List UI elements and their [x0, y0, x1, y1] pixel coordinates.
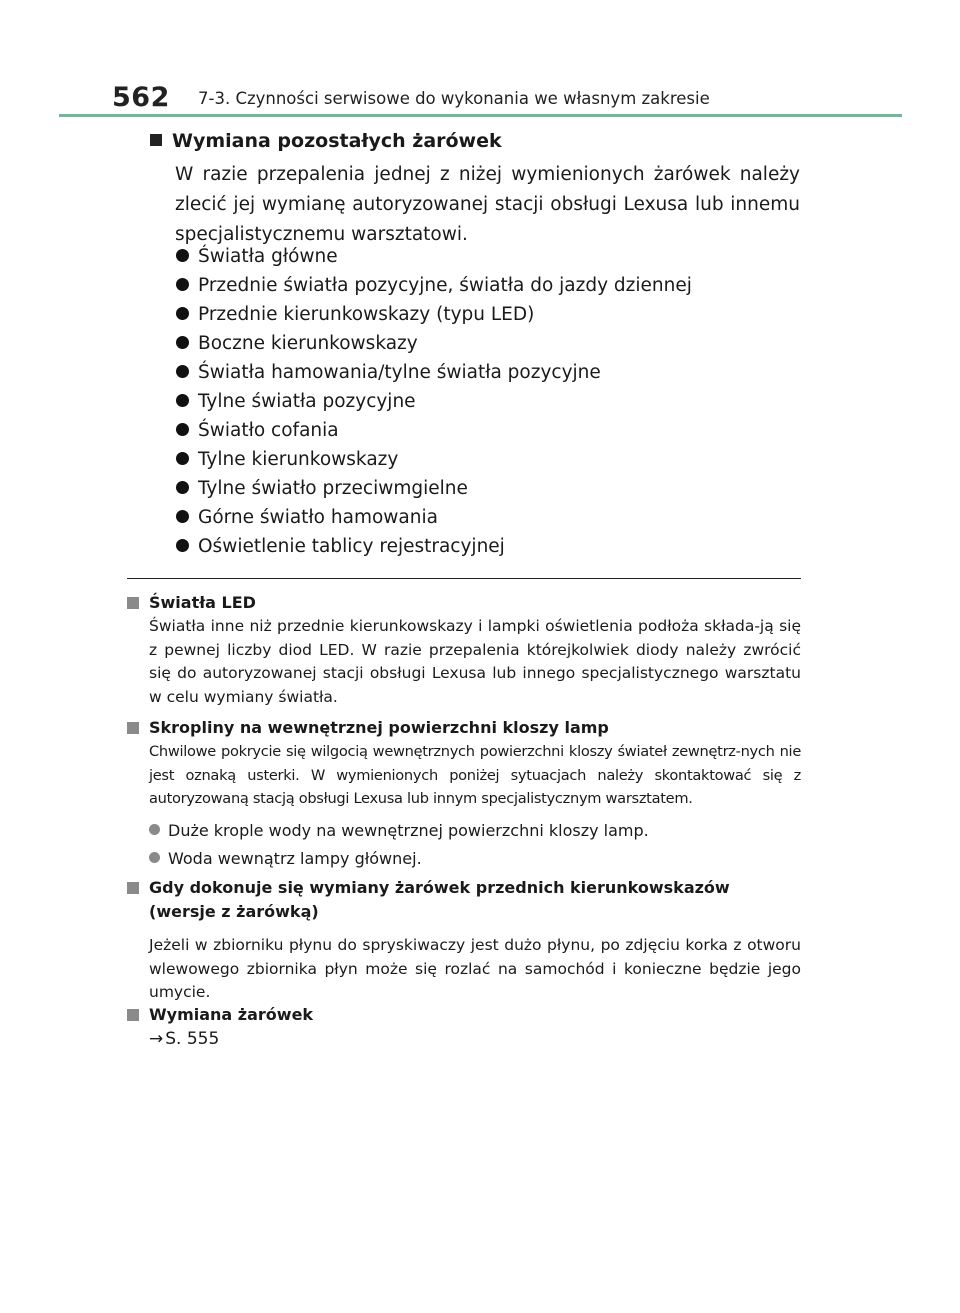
note-condensation — [127, 716, 801, 873]
note-led — [127, 591, 801, 709]
reference-text: S. 555 — [165, 1029, 220, 1049]
list-item: Oświetlenie tablicy rejestracyjnej — [176, 532, 692, 561]
page-number: 562 — [112, 82, 170, 113]
list-item: Tylne światła pozycyjne — [176, 387, 692, 416]
list-item: Przednie kierunkowskazy (typu LED) — [176, 300, 692, 329]
list-item: Boczne kierunkowskazy — [176, 329, 692, 358]
bullet-dot-icon — [149, 852, 160, 863]
bullet-dot-icon — [176, 278, 189, 291]
list-item: Światła główne — [176, 242, 692, 271]
section-title: 7-3. Czynności serwisowe do wykonania we własnym zakresie — [198, 89, 710, 108]
list-item: Górne światło hamowania — [176, 503, 692, 532]
note-replacement — [127, 1003, 801, 1051]
list-item: Światła hamowania/tylne światła pozycyjne — [176, 358, 692, 387]
square-bullet-icon — [127, 597, 139, 609]
list-item: Duże krople wody na wewnętrznej powierzchni kloszy lamp. — [149, 817, 801, 845]
note-body: Chwilowe pokrycie się wilgocią wewnętrznych powierzchni kloszy świateł zewnętrz-nych nie jest oznaką usterki. W wymienionych poniżej sytuacjach należy skontaktować się z autoryzowaną stacją obsługi Lexusa lub innym specjalistycznym warsztatem. — [149, 743, 801, 807]
section-divider — [127, 578, 801, 579]
bullet-dot-icon — [176, 510, 189, 523]
bullet-dot-icon — [176, 307, 189, 320]
bullet-dot-icon — [176, 539, 189, 552]
bullet-dot-icon — [176, 452, 189, 465]
note-body: Światła inne niż przednie kierunkowskazy i lampki oświetlenia podłoża składa-ją się z pewnej liczby diod LED. W razie przepalenia którejkolwiek diody należy zwrócić się do autoryzowanej stacji obsługi Lexusa lub innego specjalistycznego warsztatu w celu wymiany światła. — [149, 617, 801, 706]
page-reference[interactable] — [127, 1027, 801, 1051]
bullet-dot-icon — [176, 394, 189, 407]
bullet-dot-icon — [176, 365, 189, 378]
header-rule — [59, 114, 902, 117]
bullet-dot-icon — [176, 249, 189, 262]
square-bullet-icon — [127, 722, 139, 734]
condensation-list — [127, 817, 801, 873]
list-item: Przednie światła pozycyjne, światła do jazdy dziennej — [176, 271, 692, 300]
list-item: Światło cofania — [176, 416, 692, 445]
note-heading: Wymiana żarówek — [127, 1003, 801, 1027]
square-bullet-icon — [150, 134, 162, 146]
page-header — [112, 82, 902, 118]
bullet-dot-icon — [176, 336, 189, 349]
square-bullet-icon — [127, 1009, 139, 1021]
note-front-turn — [127, 876, 801, 1005]
square-bullet-icon — [127, 882, 139, 894]
main-paragraph: W razie przepalenia jednej z niżej wymienionych żarówek należy zlecić jej wymianę autoryzowanej stacji obsługi Lexusa lub innemu specjalistycznemu warsztatowi. — [175, 164, 800, 245]
bullet-dot-icon — [149, 824, 160, 835]
note-heading: Światła LED — [127, 591, 801, 615]
note-heading: Skropliny na wewnętrznej powierzchni kloszy lamp — [127, 716, 801, 740]
note-heading: Gdy dokonuje się wymiany żarówek przednich kierunkowskazów (wersje z żarówką) — [127, 876, 801, 924]
note-body: Jeżeli w zbiorniku płynu do spryskiwaczy jest dużo płynu, po zdjęciu korka z otworu wlewowego zbiornika płyn może się rozlać na samochód i konieczne będzie jego umycie. — [149, 936, 801, 1001]
bulb-list — [176, 242, 692, 561]
main-heading — [150, 130, 502, 152]
bullet-dot-icon — [176, 423, 189, 436]
main-heading-text: Wymiana pozostałych żarówek — [172, 130, 502, 152]
bullet-dot-icon — [176, 481, 189, 494]
arrow-right-icon: → — [149, 1029, 164, 1049]
list-item: Tylne światło przeciwmgielne — [176, 474, 692, 503]
list-item: Tylne kierunkowskazy — [176, 445, 692, 474]
list-item: Woda wewnątrz lampy głównej. — [149, 845, 801, 873]
